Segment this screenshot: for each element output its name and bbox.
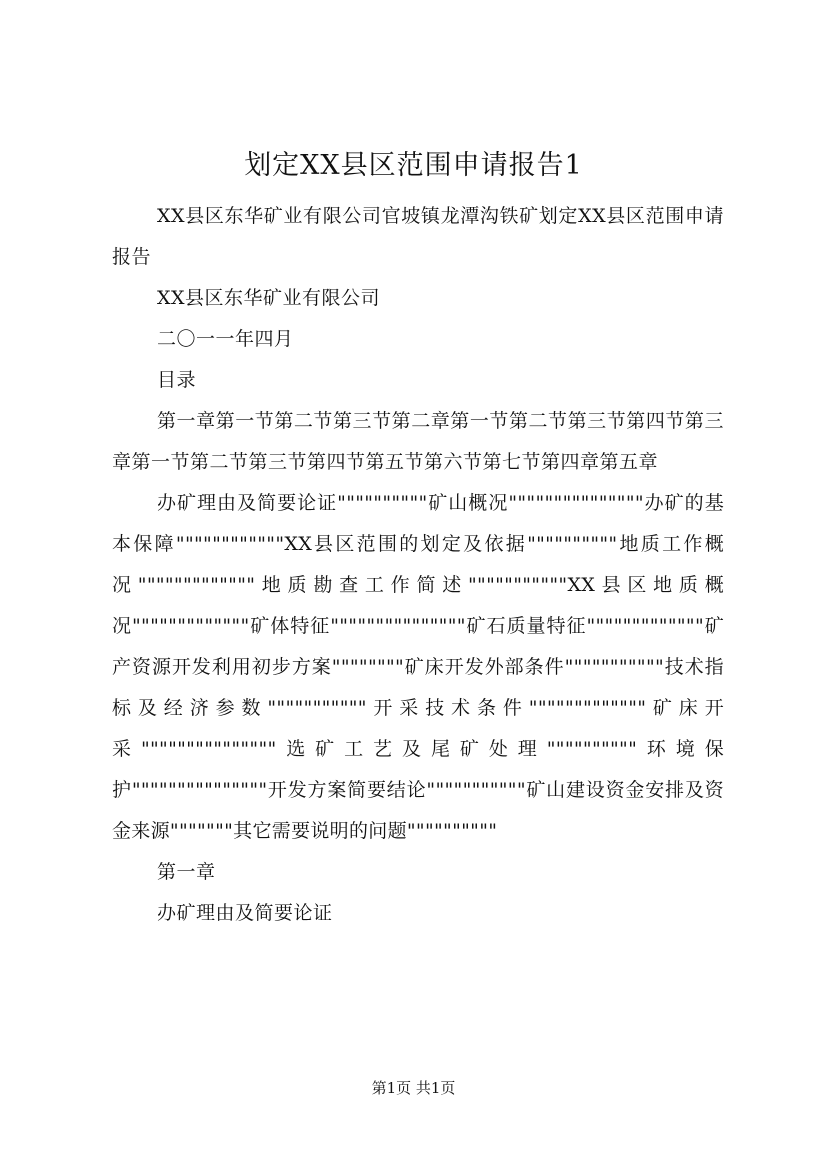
paragraph-chapter-one-title: 办矿理由及简要论证 (157, 902, 333, 924)
paragraph-date: 二〇一一年四月 (157, 328, 294, 350)
paragraph-toc-entries: 办矿理由及简要论证""""""""""矿山概况"""""""""""""""办矿的基本保障""""""""""""XX县区范围的划定及依据""""""""""地质工作概况"""""""""""""地质勘查工作简述"""""""""""XX县区地质概况"""""""""""""矿体特征"""""""""""""""矿石质量特征"""""""""""""矿产资源开发利用初步方案""""""""矿床开发外部条件"""""""""""技术指标及经济参数"""""""""""开采技术条件"""""""""""""矿床开采"""""""""""""""选矿工艺及尾矿处理""""""""""环境保护"""""""""""""""开发方案简要结论"""""""""""矿山建设资金安排及资金来源"""""""其它需要说明的问题"""""""""" (112, 492, 724, 842)
paragraph-report-name: XX县区东华矿业有限公司官坡镇龙潭沟铁矿划定XX县区范围申请报告 (112, 205, 724, 268)
document-body (112, 196, 724, 934)
paragraph-toc-heading: 目录 (157, 369, 197, 391)
page-footer: 第1页 共1页 (371, 1079, 456, 1097)
document-title: 划定XX县区范围申请报告1 (244, 150, 583, 181)
paragraph-toc-chapters: 第一章第一节第二节第三节第二章第一节第二节第三节第四节第三章第一节第二节第三节第四节第五节第六节第七节第四章第五章 (112, 410, 724, 473)
paragraph-chapter-one: 第一章 (157, 861, 216, 883)
paragraph-company: XX县区东华矿业有限公司 (157, 287, 381, 309)
